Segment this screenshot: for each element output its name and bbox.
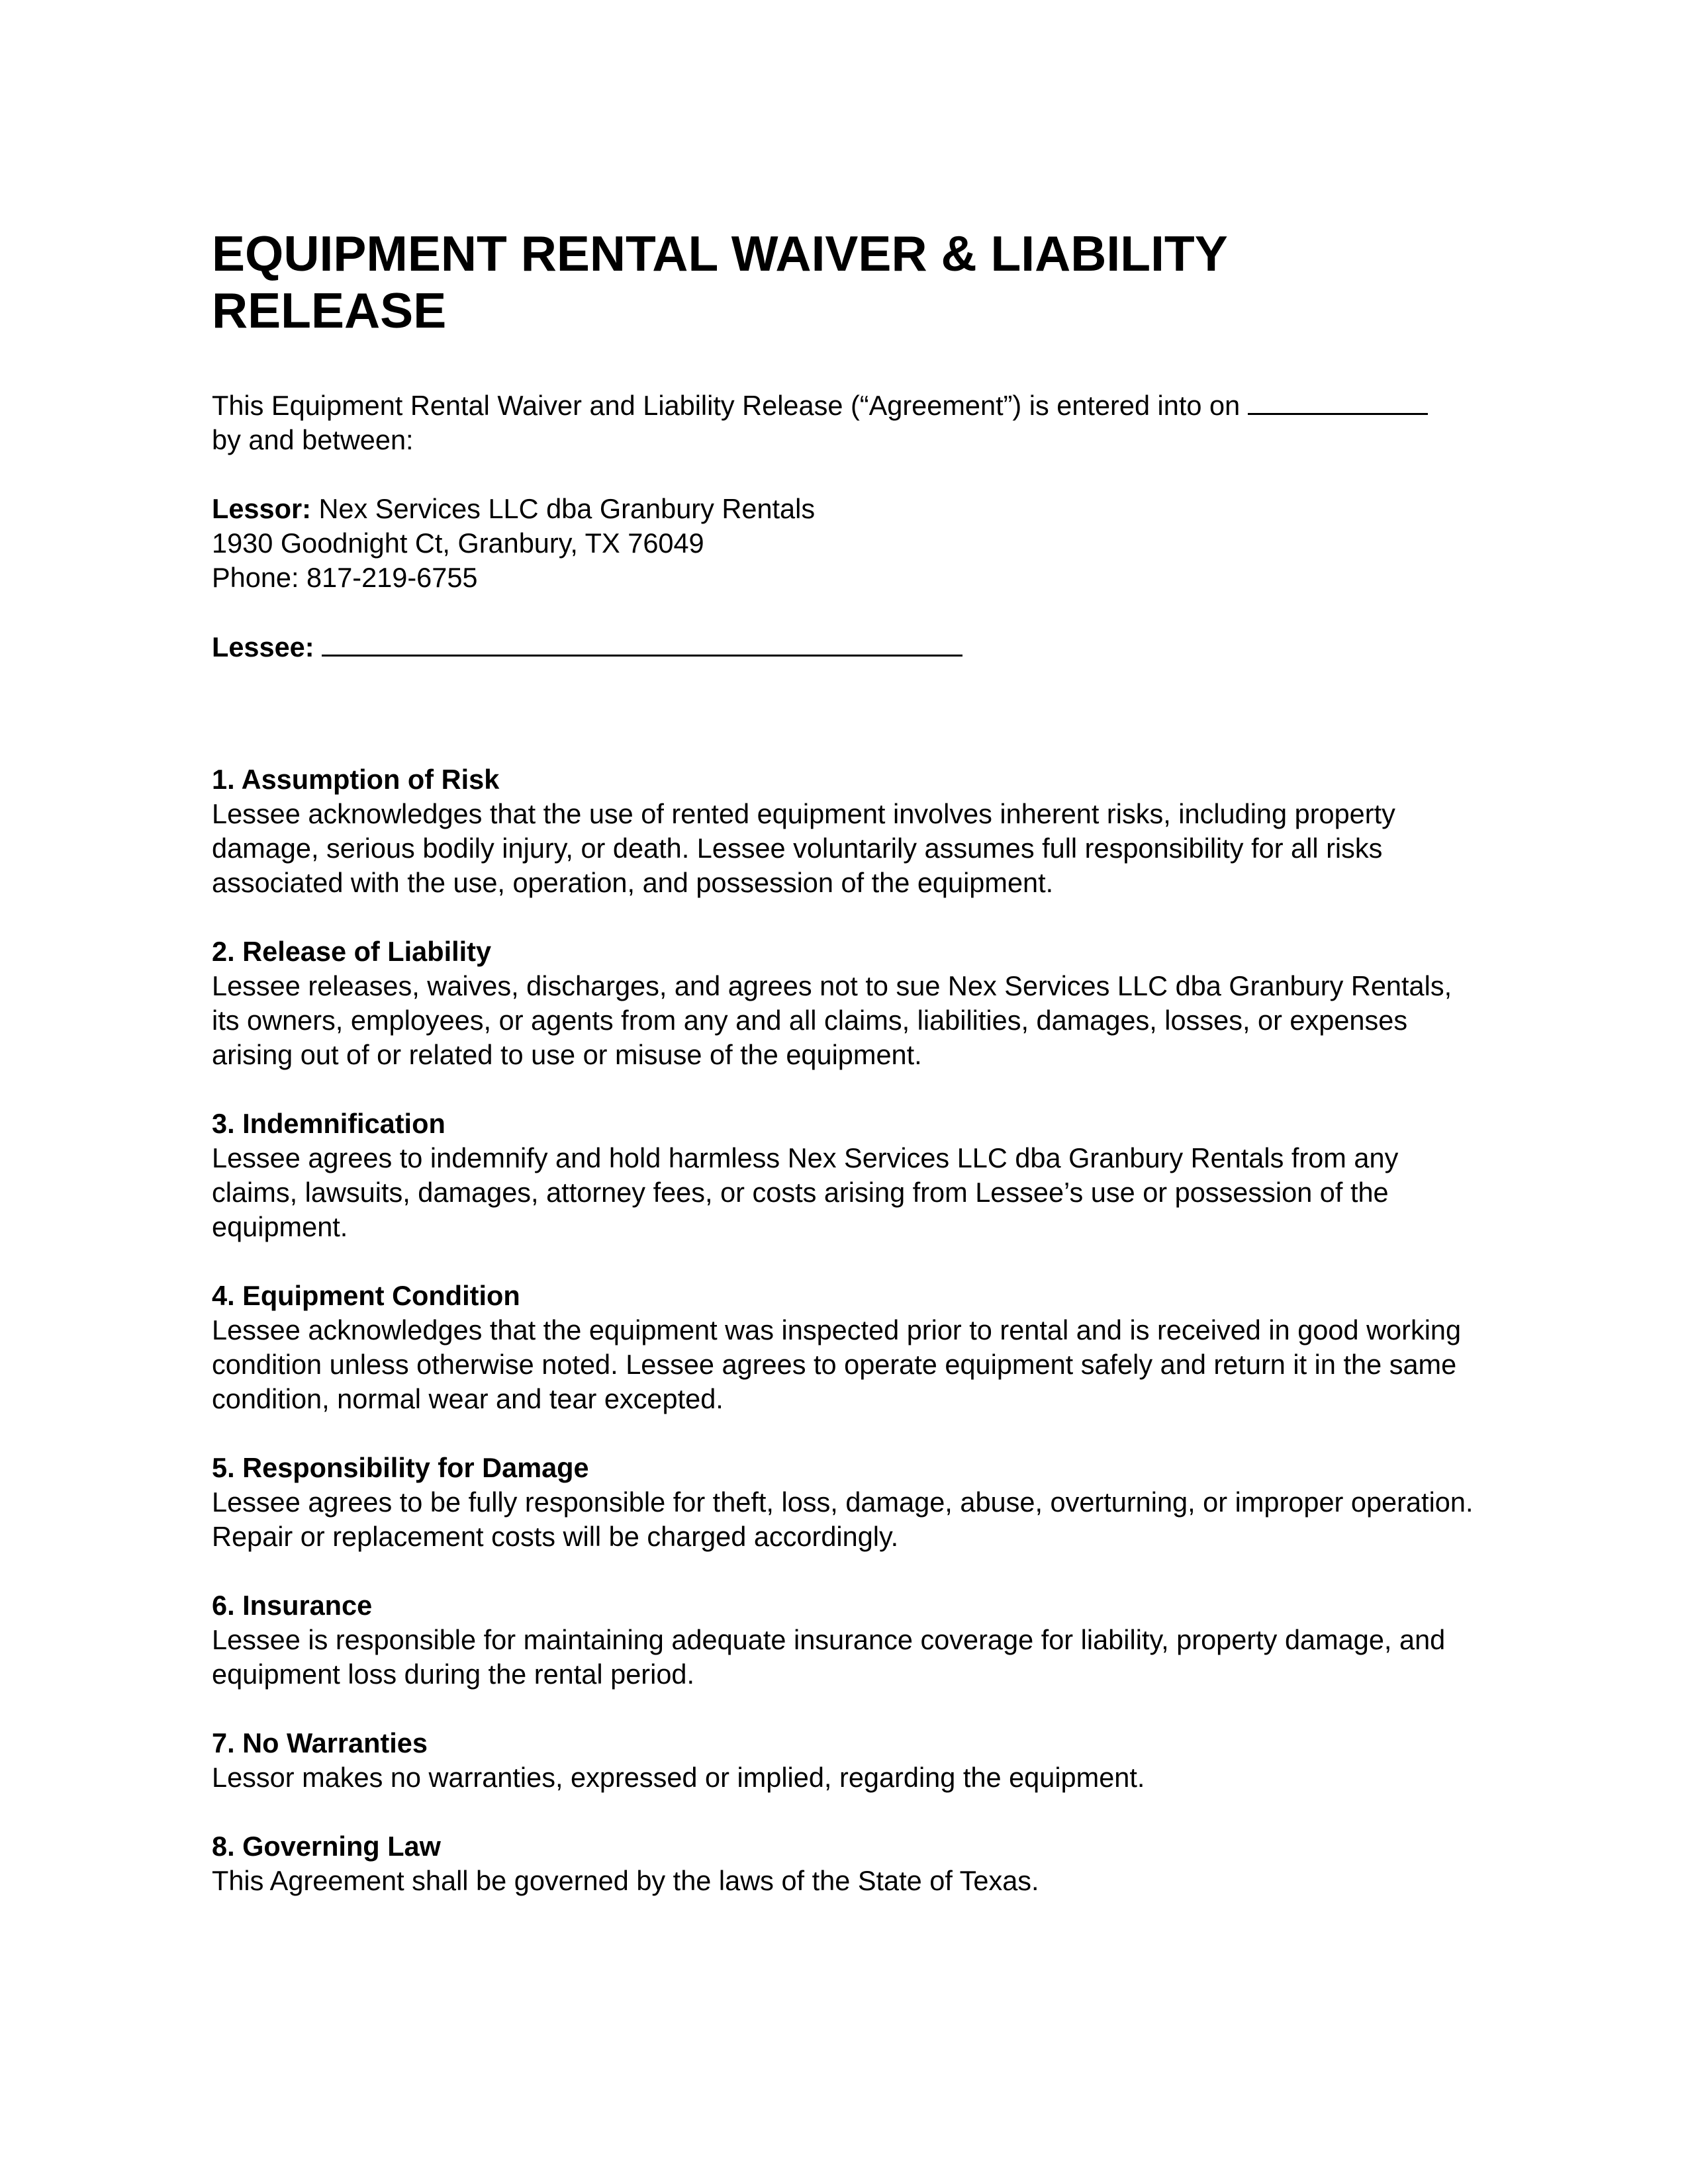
lessee-line xyxy=(212,629,1483,664)
section-heading: 1. Assumption of Risk xyxy=(212,764,500,795)
section-governing-law xyxy=(212,1829,1483,1898)
section-indemnification xyxy=(212,1107,1483,1244)
section-assumption-of-risk xyxy=(212,762,1483,900)
lessor-block xyxy=(212,492,1483,595)
lessee-blank-field[interactable] xyxy=(322,629,962,657)
section-insurance xyxy=(212,1588,1483,1692)
lessor-label: Lessor: xyxy=(212,493,311,524)
section-body: Lessee is responsible for maintaining adequate insurance coverage for liability, property damage, and equipment loss during the rental period. xyxy=(212,1624,1446,1690)
sections-list xyxy=(212,762,1483,1898)
lessor-address: 1930 Goodnight Ct, Granbury, TX 76049 xyxy=(212,527,704,559)
section-no-warranties xyxy=(212,1726,1483,1795)
section-body: Lessee agrees to indemnify and hold harmless Nex Services LLC dba Granbury Rentals from any claims, lawsuits, damages, attorney fees, or costs arising from Lessee’s use or possession of the equipment. xyxy=(212,1142,1399,1242)
intro-paragraph xyxy=(212,388,1470,457)
lessor-phone: Phone: 817-219-6755 xyxy=(212,562,478,593)
section-responsibility-for-damage xyxy=(212,1451,1483,1554)
section-body: This Agreement shall be governed by the laws of the State of Texas. xyxy=(212,1865,1039,1896)
lessor-line xyxy=(212,492,1483,526)
intro-text-continued: by and between: xyxy=(212,424,414,455)
intro-text: This Equipment Rental Waiver and Liability Release (“Agreement”) is entered into on xyxy=(212,390,1248,421)
section-equipment-condition xyxy=(212,1279,1483,1416)
section-body: Lessee acknowledges that the equipment was inspected prior to rental and is received in good working condition unless otherwise noted. Lessee agrees to operate equipment safely and return it in the same condition, normal wear and tear excepted. xyxy=(212,1314,1462,1414)
section-heading: 8. Governing Law xyxy=(212,1831,441,1862)
section-body: Lessee acknowledges that the use of rented equipment involves inherent risks, including property damage, serious bodily injury, or death. Lessee voluntarily assumes full responsibility for all risks associated with the use, operation, and possession of the equipment. xyxy=(212,798,1395,898)
section-heading: 2. Release of Liability xyxy=(212,936,492,967)
section-heading: 3. Indemnification xyxy=(212,1108,445,1139)
section-heading: 7. No Warranties xyxy=(212,1727,428,1758)
section-heading: 4. Equipment Condition xyxy=(212,1280,520,1311)
document-title: EQUIPMENT RENTAL WAIVER & LIABILITY RELEASE xyxy=(212,226,1227,338)
section-release-of-liability xyxy=(212,934,1483,1072)
section-body: Lessee releases, waives, discharges, and agrees not to sue Nex Services LLC dba Granbury Rentals, its owners, employees, or agents from any and all claims, liabilities, damages, losses, or expenses arising out of or related to use or misuse of the equipment. xyxy=(212,970,1452,1070)
date-blank-field[interactable] xyxy=(1248,388,1428,415)
section-heading: 6. Insurance xyxy=(212,1590,373,1621)
section-body: Lessor makes no warranties, expressed or implied, regarding the equipment. xyxy=(212,1762,1145,1793)
lessee-label: Lessee: xyxy=(212,631,322,662)
section-body: Lessee agrees to be fully responsible for theft, loss, damage, abuse, overturning, or improper operation. Repair or replacement costs will be charged accordingly. xyxy=(212,1486,1474,1552)
lessor-name: Nex Services LLC dba Granbury Rentals xyxy=(310,493,816,524)
document-page xyxy=(212,225,1483,1933)
section-heading: 5. Responsibility for Damage xyxy=(212,1452,589,1483)
